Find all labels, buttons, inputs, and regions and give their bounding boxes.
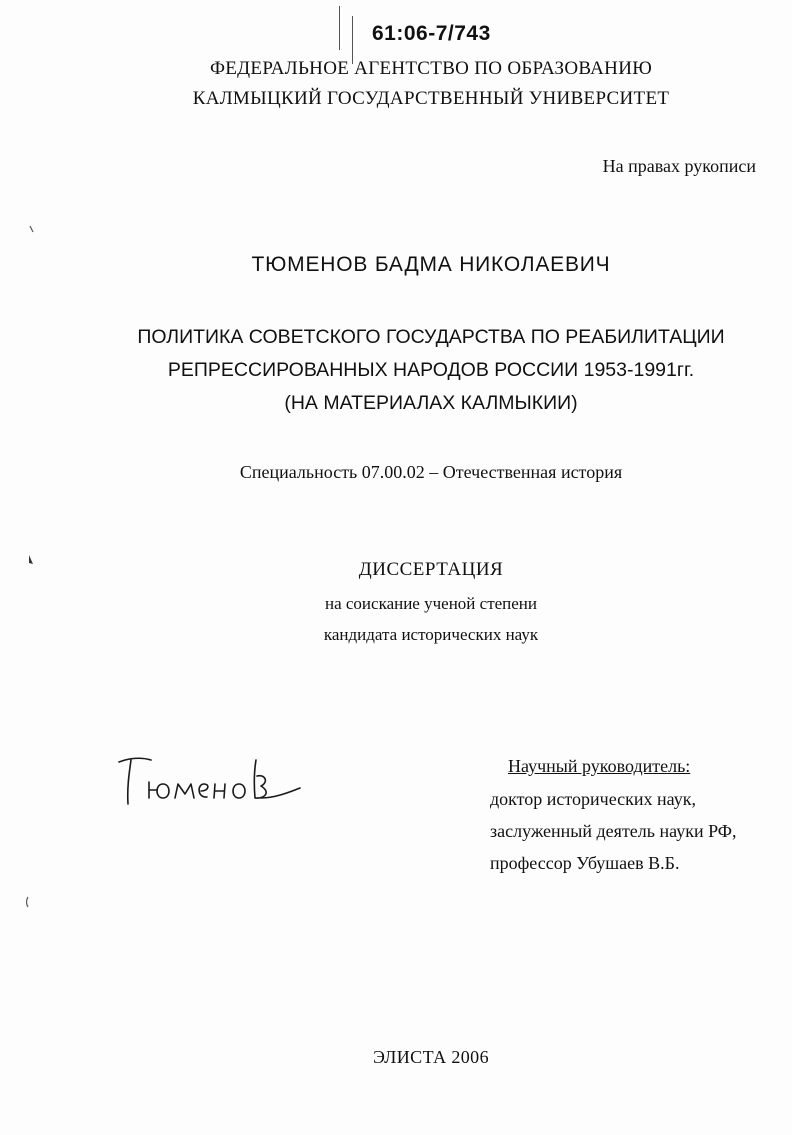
supervisor-line: заслуженный деятель науки РФ, <box>490 821 737 841</box>
author-name: ТЮМЕНОВ БАДМА НИКОЛАЕВИЧ <box>251 253 611 276</box>
scan-line <box>339 6 340 50</box>
rights-note: На правах рукописи <box>602 156 756 176</box>
scan-line <box>352 16 353 64</box>
scan-mark <box>24 896 32 908</box>
degree-line: кандидата исторических наук <box>323 625 539 644</box>
dissertation-title-line: ПОЛИТИКА СОВЕТСКОГО ГОСУДАРСТВА ПО РЕАБИЛИТАЦИИ <box>137 326 725 348</box>
ministry-name: ФЕДЕРАЛЬНОЕ АГЕНТСТВО ПО ОБРАЗОВАНИЮ <box>209 58 653 79</box>
handwritten-signature <box>115 752 315 812</box>
dissertation-title-line: РЕПРЕССИРОВАННЫХ НАРОДОВ РОССИИ 1953-1991гг. <box>167 359 695 381</box>
scan-mark <box>28 224 36 234</box>
specialty: Специальность 07.00.02 – Отечественная история <box>239 462 623 482</box>
city-year: ЭЛИСТА 2006 <box>373 1047 489 1067</box>
scan-mark <box>26 554 36 566</box>
degree-line: на соискание ученой степени <box>324 594 538 613</box>
catalog-number-stamp: 61:06-7/743 <box>372 22 491 45</box>
document-type: ДИССЕРТАЦИЯ <box>358 559 504 580</box>
supervisor-line: доктор исторических наук, <box>490 789 696 809</box>
dissertation-title-line: (НА МАТЕРИАЛАХ КАЛМЫКИИ) <box>284 392 578 414</box>
supervisor-label: Научный руководитель: <box>508 756 691 776</box>
university-name: КАЛМЫЦКИЙ ГОСУДАРСТВЕННЫЙ УНИВЕРСИТЕТ <box>192 88 670 109</box>
supervisor-line: профессор Убушаев В.Б. <box>490 853 680 873</box>
